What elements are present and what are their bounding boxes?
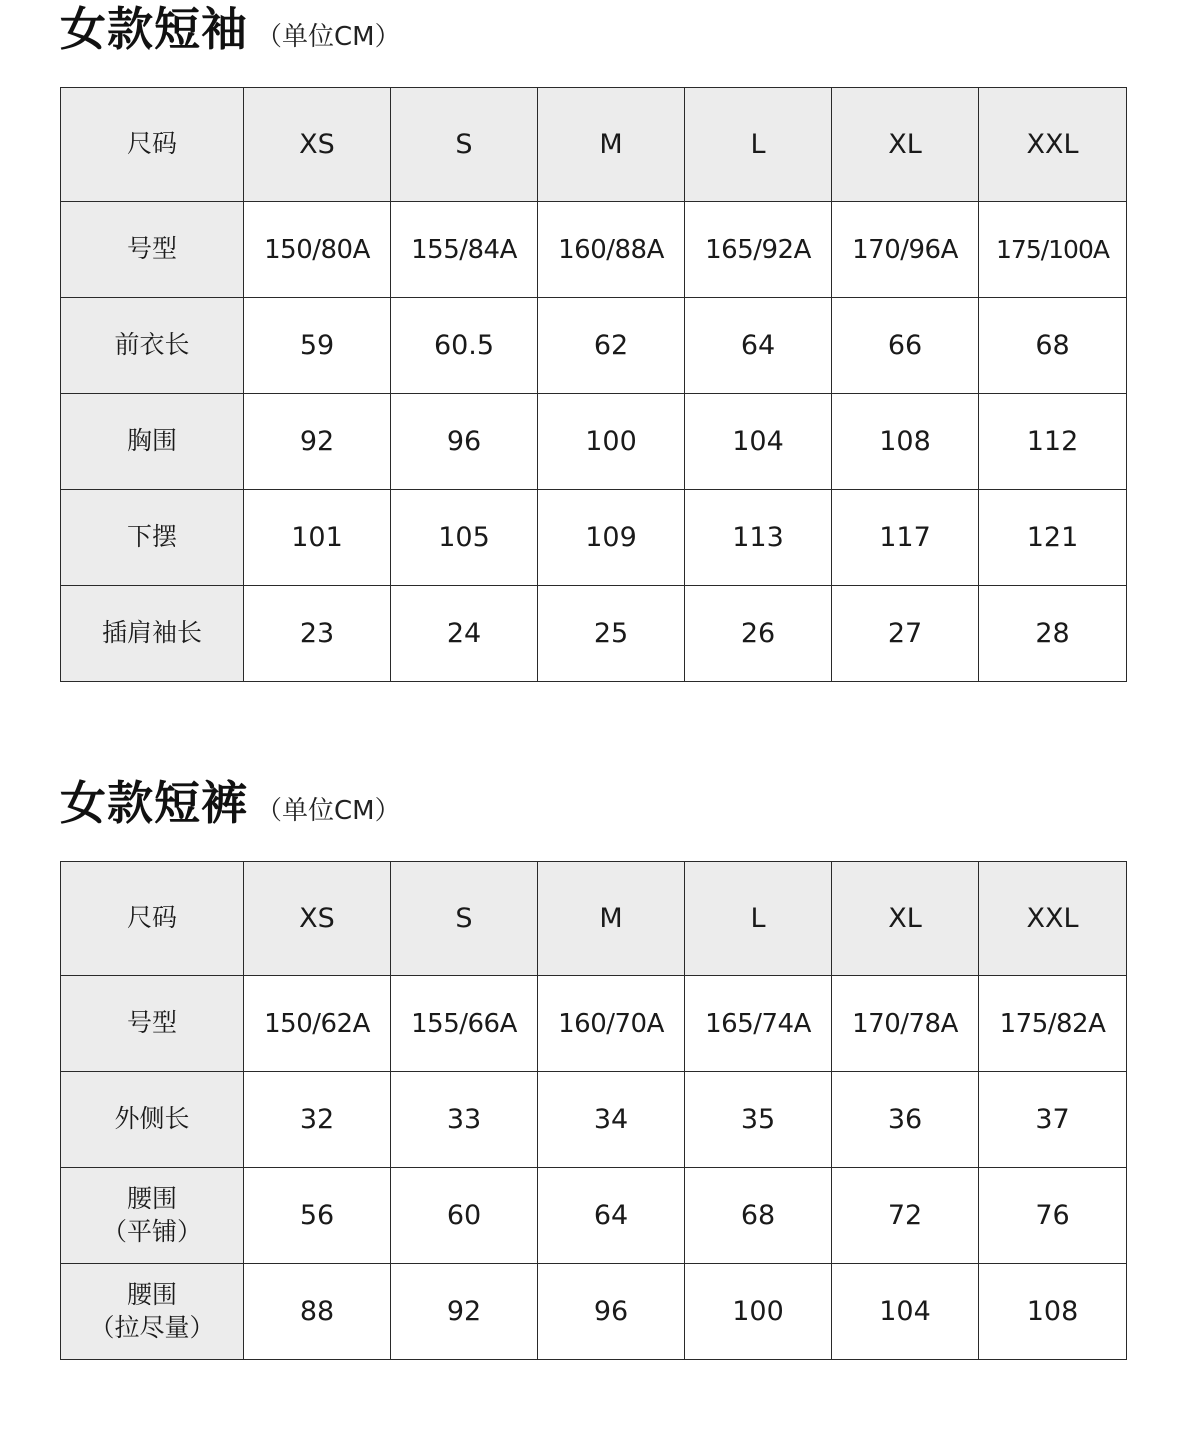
table-cell: 59 <box>244 298 391 394</box>
row-label-line: （平铺） <box>101 1216 202 1246</box>
table-cell: 34 <box>538 1072 685 1168</box>
row-label-line: 腰围 <box>126 1184 177 1213</box>
tops-header-label: 尺码 <box>61 88 244 202</box>
row-label <box>61 298 244 394</box>
table-cell: 24 <box>391 586 538 682</box>
table-cell: 36 <box>832 1072 979 1168</box>
table-cell: 117 <box>832 490 979 586</box>
table-row <box>61 298 1127 394</box>
table-cell: 113 <box>685 490 832 586</box>
table-cell: 101 <box>244 490 391 586</box>
row-label <box>61 490 244 586</box>
table-cell: 96 <box>538 1264 685 1360</box>
table-cell: 160/70A <box>538 976 685 1072</box>
table-cell: 150/80A <box>244 202 391 298</box>
row-label-line: 号型 <box>126 1008 177 1038</box>
table-cell: 96 <box>391 394 538 490</box>
table-cell: 104 <box>832 1264 979 1360</box>
table-cell: 155/66A <box>391 976 538 1072</box>
table-row <box>61 394 1127 490</box>
table-cell: 27 <box>832 586 979 682</box>
table-cell: 108 <box>832 394 979 490</box>
shorts-size-table <box>60 861 1127 1360</box>
table-cell: 175/100A <box>979 202 1127 298</box>
row-label-line: 下摆 <box>126 522 177 552</box>
table-cell: 60.5 <box>391 298 538 394</box>
table-cell: 112 <box>979 394 1127 490</box>
table-cell: 109 <box>538 490 685 586</box>
tops-title-row <box>60 2 401 56</box>
shorts-header-size: L <box>685 862 832 976</box>
tops-header-size: L <box>685 88 832 202</box>
table-cell: 33 <box>391 1072 538 1168</box>
table-cell: 25 <box>538 586 685 682</box>
row-label <box>61 202 244 298</box>
tops-header-row <box>61 88 1127 202</box>
table-cell: 170/78A <box>832 976 979 1072</box>
row-label <box>61 1264 244 1360</box>
table-cell: 72 <box>832 1168 979 1264</box>
shorts-title-row <box>60 776 401 830</box>
table-cell: 56 <box>244 1168 391 1264</box>
table-cell: 105 <box>391 490 538 586</box>
table-cell: 150/62A <box>244 976 391 1072</box>
row-label-line: 前衣长 <box>114 330 190 360</box>
table-row <box>61 202 1127 298</box>
shorts-header-size: XS <box>244 862 391 976</box>
table-cell: 32 <box>244 1072 391 1168</box>
table-cell: 64 <box>538 1168 685 1264</box>
tops-size-table <box>60 87 1127 682</box>
shorts-header-size: XXL <box>979 862 1127 976</box>
table-cell: 100 <box>538 394 685 490</box>
table-row <box>61 976 1127 1072</box>
table-cell: 175/82A <box>979 976 1127 1072</box>
table-cell: 104 <box>685 394 832 490</box>
tops-section <box>0 0 1185 700</box>
row-label <box>61 394 244 490</box>
row-label <box>61 1072 244 1168</box>
table-cell: 60 <box>391 1168 538 1264</box>
tops-title: 女款短袖 <box>60 2 248 56</box>
shorts-header-row <box>61 862 1127 976</box>
table-cell: 23 <box>244 586 391 682</box>
tops-header-size: M <box>538 88 685 202</box>
table-cell: 155/84A <box>391 202 538 298</box>
shorts-header-size: XL <box>832 862 979 976</box>
tops-header-size: S <box>391 88 538 202</box>
tops-header-size: XXL <box>979 88 1127 202</box>
row-label <box>61 976 244 1072</box>
table-cell: 121 <box>979 490 1127 586</box>
table-cell: 92 <box>244 394 391 490</box>
table-cell: 165/92A <box>685 202 832 298</box>
table-cell: 37 <box>979 1072 1127 1168</box>
tops-header-size: XS <box>244 88 391 202</box>
row-label-line: 腰围 <box>126 1280 177 1309</box>
shorts-section <box>0 774 1185 1374</box>
table-cell: 108 <box>979 1264 1127 1360</box>
table-row <box>61 1168 1127 1264</box>
row-label-line: 号型 <box>126 234 177 264</box>
row-label-line: （拉尽量） <box>89 1312 215 1342</box>
row-label-line: 外侧长 <box>114 1104 190 1134</box>
table-row <box>61 490 1127 586</box>
shorts-header-size: S <box>391 862 538 976</box>
table-row <box>61 586 1127 682</box>
row-label <box>61 1168 244 1264</box>
table-cell: 62 <box>538 298 685 394</box>
table-cell: 92 <box>391 1264 538 1360</box>
table-row <box>61 1072 1127 1168</box>
table-cell: 35 <box>685 1072 832 1168</box>
row-label <box>61 586 244 682</box>
table-cell: 88 <box>244 1264 391 1360</box>
tops-unit: （单位CM） <box>256 22 401 52</box>
table-row <box>61 1264 1127 1360</box>
table-cell: 64 <box>685 298 832 394</box>
shorts-unit: （单位CM） <box>256 796 401 826</box>
row-label-line: 胸围 <box>126 426 177 456</box>
table-cell: 66 <box>832 298 979 394</box>
table-cell: 165/74A <box>685 976 832 1072</box>
table-cell: 26 <box>685 586 832 682</box>
table-cell: 76 <box>979 1168 1127 1264</box>
shorts-header-label: 尺码 <box>61 862 244 976</box>
table-cell: 68 <box>685 1168 832 1264</box>
table-cell: 160/88A <box>538 202 685 298</box>
row-label-line: 插肩袖长 <box>101 618 202 648</box>
shorts-header-size: M <box>538 862 685 976</box>
table-cell: 100 <box>685 1264 832 1360</box>
table-cell: 28 <box>979 586 1127 682</box>
tops-header-size: XL <box>832 88 979 202</box>
table-cell: 68 <box>979 298 1127 394</box>
shorts-title: 女款短裤 <box>60 776 248 830</box>
table-cell: 170/96A <box>832 202 979 298</box>
